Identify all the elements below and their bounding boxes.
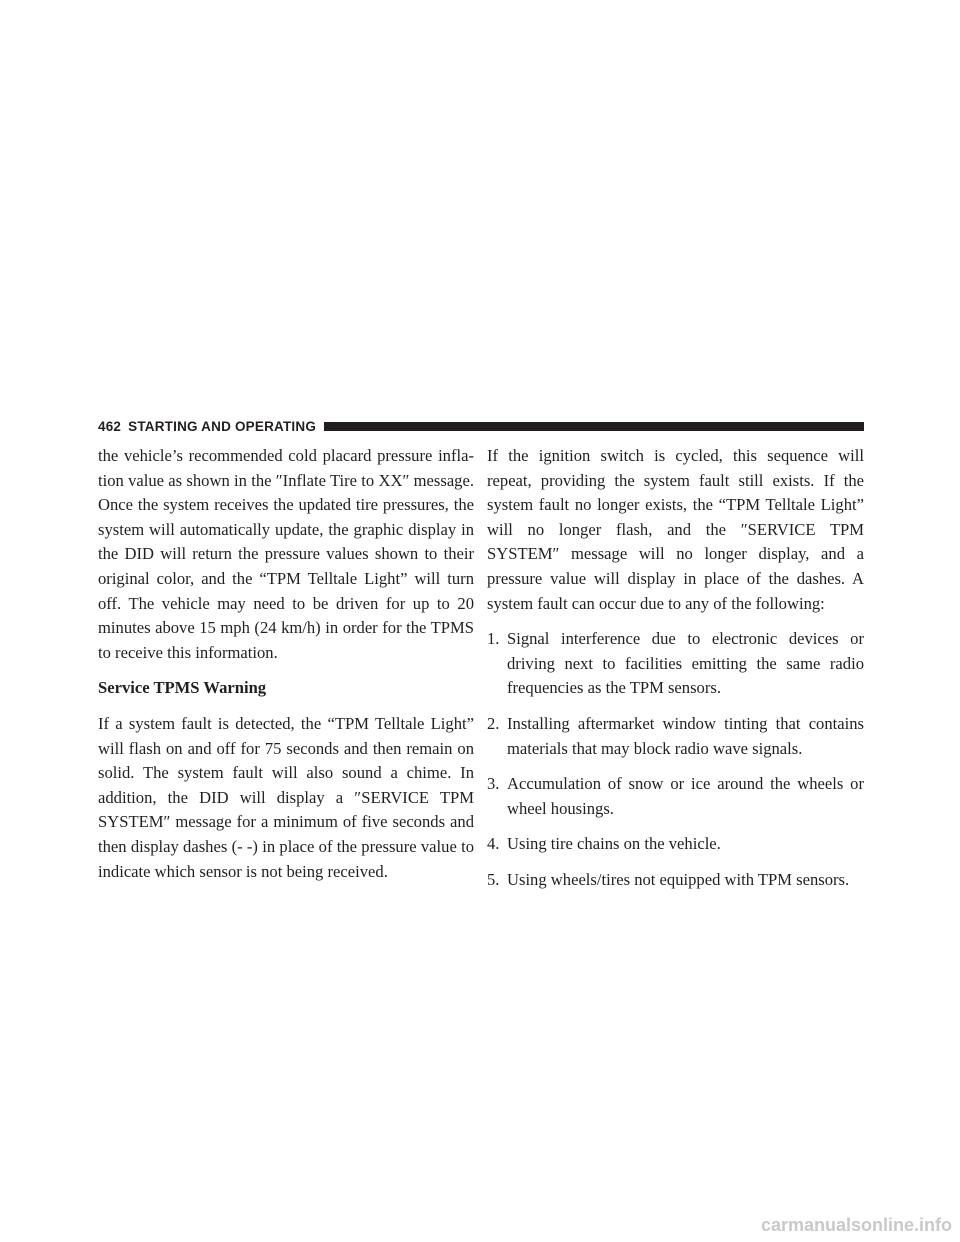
- list-item: [487, 772, 864, 821]
- page-number: 462: [98, 418, 122, 434]
- list-item: [487, 712, 864, 761]
- list-number: 4.: [487, 834, 500, 854]
- fault-cause-list: [487, 627, 864, 892]
- list-text: Using tire chains on the vehicle.: [507, 834, 721, 854]
- list-text: Installing aftermarket window tinting that contains materials that may block radio wave signals.: [507, 713, 864, 758]
- subheading: Service TPMS Warning: [98, 678, 267, 698]
- list-text: Using wheels/tires not equipped with TPM sensors.: [507, 869, 850, 889]
- list-item: [487, 868, 864, 893]
- list-number: 5.: [487, 869, 500, 889]
- list-number: 2.: [487, 713, 500, 733]
- list-number: 3.: [487, 774, 500, 794]
- right-column: [487, 444, 864, 904]
- list-item: [487, 627, 864, 701]
- section-title: STARTING AND OPERATING: [128, 418, 317, 434]
- page-header: [98, 416, 864, 436]
- header-rule: [324, 422, 864, 431]
- list-number: 1.: [487, 629, 500, 649]
- left-column: [98, 444, 474, 895]
- paragraph: If the ignition switch is cycled, this sequence will repeat, providing the system fault still exists. If the system fault no longer exists, the “TPM Telltale Light” will no longer flash, and the ″SERVICE TPM SYSTEM″ message will no longer display, and a pressure value will display in place of the dashes. A system fault can occur due to any of the following:: [487, 446, 864, 613]
- list-text: Accumulation of snow or ice around the wheels or wheel housings.: [507, 774, 864, 818]
- list-item: [487, 832, 864, 857]
- list-text: Signal interference due to electronic devices or driving next to facilities emitting the same radio frequencies as the TPM sensors.: [507, 629, 864, 698]
- paragraph: If a system fault is detected, the “TPM Telltale Light” will flash on and off for 75 seconds and then remain on solid. The system fault will also sound a chime. In addition, the DID will display a ″SERVICE TPM SYSTEM″ message for a minimum of five seconds and then display dashes (- -) in place of the pressure value to indicate which sensor is not being received.: [98, 713, 474, 881]
- paragraph: the vehicle’s recommended cold placard pressure infla-tion value as shown in the ″Inflate Tire to XX″ message. Once the system receives the updated tire pressures, the system will automatically update, the graphic display in the DID will return the pressure values shown to their original color, and the “TPM Telltale Light” will turn off. The vehicle may need to be driven for up to 20 minutes above 15 mph (24 km/h) in order for the TPMS to receive this information.: [98, 446, 474, 662]
- watermark: carmanualsonline.info: [760, 1215, 952, 1235]
